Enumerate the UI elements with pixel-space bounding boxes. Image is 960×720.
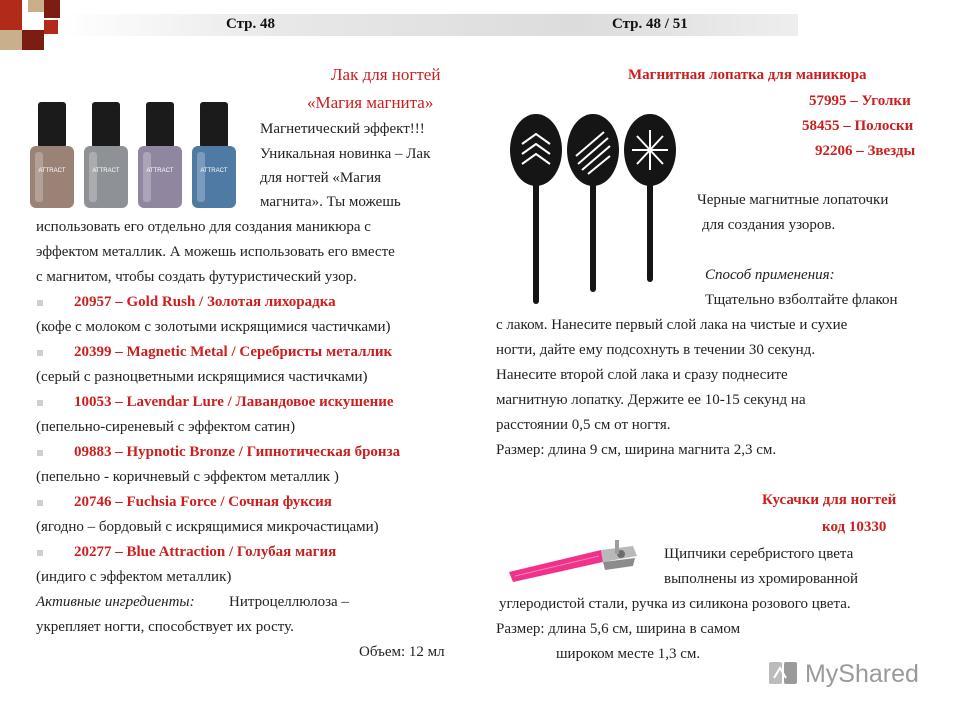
description-line: выполнены из хромированной — [664, 571, 859, 587]
shade-name: 20277 – Blue Attraction / Голубая магия — [74, 544, 337, 560]
shade-name: 20399 – Magnetic Metal / Серебристы металлик — [74, 344, 393, 360]
shade-description: (ягодно – бордовый с искрящимися микрочастицами) — [36, 519, 379, 535]
list-bullet — [37, 350, 43, 356]
description-line: Уникальная новинка – Лак — [260, 146, 431, 162]
corner-decoration — [44, 0, 60, 18]
usage-line: расстоянии 0,5 см от ногтя. — [496, 417, 671, 433]
bottle-label: ATTRACT — [92, 168, 120, 174]
description-line: Магнетический эффект!!! — [260, 121, 425, 137]
description-line: Щипчики серебристого цвета — [664, 546, 854, 562]
product-code: 57995 – Уголки — [809, 93, 911, 109]
list-bullet — [37, 400, 43, 406]
ingredients-label: Активные ингредиенты: — [36, 594, 195, 610]
usage-line: с лаком. Нанесите первый слой лака на чистые и сухие — [496, 317, 848, 333]
watermark-logo-icon — [768, 660, 798, 686]
bottle-label: ATTRACT — [146, 168, 174, 174]
usage-line: Тщательно взболтайте флакон — [705, 292, 898, 308]
spatula-star — [624, 114, 676, 282]
product-title: Магнитная лопатка для маникюра — [628, 67, 867, 83]
bottle-2 — [84, 102, 128, 208]
bottle-1 — [30, 102, 74, 208]
nail-clipper-image — [505, 532, 645, 588]
spatula-stripes — [567, 114, 619, 292]
bottle-label: ATTRACT — [38, 168, 66, 174]
corner-decoration — [44, 20, 58, 34]
corner-decoration — [0, 0, 22, 30]
product-code: код 10330 — [822, 519, 887, 535]
shade-name: 20746 – Fuchsia Force / Сочная фуксия — [74, 494, 332, 510]
corner-decoration — [0, 30, 22, 50]
size-info: Размер: длина 5,6 см, ширина в самом — [496, 621, 741, 637]
shade-description: (индиго с эффектом металлик) — [36, 569, 232, 585]
list-bullet — [37, 300, 43, 306]
description-line: эффектом металлик. А можешь использовать его вместе — [36, 244, 395, 260]
product-code: 92206 – Звезды — [815, 143, 916, 159]
spatula-chevron — [510, 114, 562, 304]
usage-line: ногти, дайте ему подсохнуть в течении 30 секунд. — [496, 342, 816, 358]
description-line: магнита». Ты можешь — [260, 194, 401, 210]
shade-name: 20957 – Gold Rush / Золотая лихорадка — [74, 294, 336, 310]
shade-description: (серый с разноцветными искрящимися частичками) — [36, 369, 368, 385]
bottle-3 — [138, 102, 182, 208]
description-line: Черные магнитные лопаточки — [697, 192, 889, 208]
nail-polish-bottles-image — [26, 100, 242, 212]
volume: Объем: 12 мл — [359, 644, 445, 660]
bottle-label: ATTRACT — [200, 168, 228, 174]
ingredients-text: укрепляет ногти, способствует их росту. — [36, 619, 294, 635]
watermark — [768, 660, 919, 689]
ingredients-text: Нитроцеллюлоза – — [229, 594, 349, 610]
page-counter: Стр. 48 / 51 — [612, 16, 688, 32]
magnetic-spatulas-image — [500, 110, 686, 306]
shade-description: (пепельно-сиреневый с эффектом сатин) — [36, 419, 296, 435]
shade-description: (пепельно - коричневый с эффектом металлик ) — [36, 469, 339, 485]
usage-line: магнитную лопатку. Держите ее 10-15 секунд на — [496, 392, 806, 408]
corner-decoration — [22, 30, 44, 50]
bottle-4 — [192, 102, 236, 208]
page-number: Стр. 48 — [226, 16, 276, 32]
usage-label: Способ применения: — [705, 267, 835, 283]
description-line: использовать его отдельно для создания маникюра с — [36, 219, 371, 235]
product-subtitle: «Магия магнита» — [307, 93, 434, 112]
list-bullet — [37, 450, 43, 456]
usage-line: Нанесите второй слой лака и сразу поднесите — [496, 367, 788, 383]
description-line: углеродистой стали, ручка из силикона розового цвета. — [499, 596, 851, 612]
list-bullet — [37, 550, 43, 556]
product-code: 58455 – Полоски — [802, 118, 914, 134]
shade-name: 10053 – Lavendar Lure / Лавандовое искушение — [74, 394, 394, 410]
product-title: Кусачки для ногтей — [762, 492, 897, 508]
shade-description: (кофе с молоком с золотыми искрящимися частичками) — [36, 319, 391, 335]
list-bullet — [37, 500, 43, 506]
description-line: для ногтей «Магия — [260, 170, 382, 186]
shade-name: 09883 – Hypnotic Bronze / Гипнотическая бронза — [74, 444, 401, 460]
clipper — [509, 540, 637, 582]
description-line: с магнитом, чтобы создать футуристический узор. — [36, 269, 357, 285]
product-title: Лак для ногтей — [331, 65, 441, 84]
size-info: широком месте 1,3 см. — [556, 646, 701, 662]
description-line: для создания узоров. — [702, 217, 836, 233]
size-info: Размер: длина 9 см, ширина магнита 2,3 см. — [496, 442, 777, 458]
watermark-text: MyShared — [804, 660, 919, 688]
